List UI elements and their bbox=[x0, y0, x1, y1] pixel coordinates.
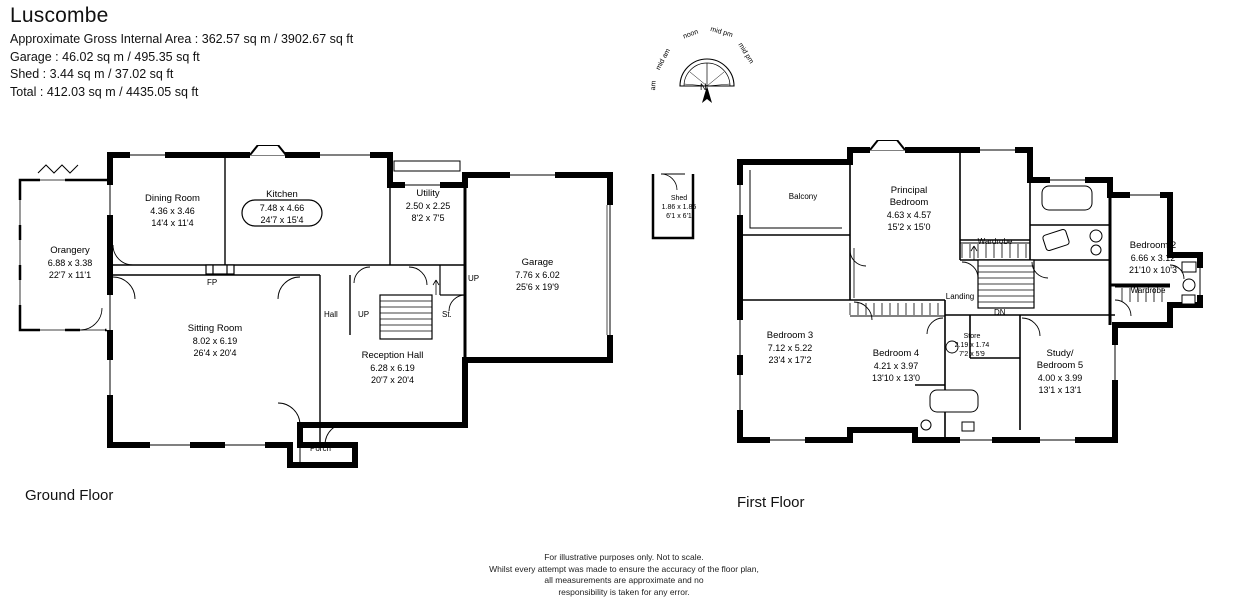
ground-floor-plan bbox=[10, 145, 630, 485]
room-imperial-garage: 25'6 x 19'9 bbox=[516, 282, 559, 292]
room-name-principal: Principal bbox=[890, 185, 928, 196]
tag-wardrobe-1: Wardrobe bbox=[977, 237, 1013, 246]
compass-label-0: mid am bbox=[654, 47, 672, 72]
room-label-kitchen-dims bbox=[242, 202, 322, 226]
tag-up-1: UP bbox=[468, 274, 480, 283]
room-label-bedroom-2 bbox=[1108, 240, 1198, 276]
room-name-bedroom-5: Bedroom 5 bbox=[1036, 360, 1084, 371]
room-imperial-utility: 8'2 x 7'5 bbox=[411, 213, 445, 223]
compass-rose bbox=[650, 25, 760, 118]
tag-up-2: UP bbox=[358, 310, 370, 319]
room-label-balcony bbox=[763, 192, 843, 202]
compass-label-2: mid pm bbox=[709, 25, 734, 40]
room-metric-bedroom-2: 6.66 x 3.12 bbox=[1130, 253, 1176, 263]
room-label-study-bedroom-5 bbox=[1008, 348, 1112, 396]
compass-label-1: noon bbox=[682, 28, 700, 41]
room-label-garage bbox=[480, 257, 595, 293]
room-name-garage: Garage bbox=[521, 257, 554, 268]
tag-landing: Landing bbox=[945, 292, 975, 301]
room-label-shed bbox=[649, 194, 709, 221]
room-metric-sitting-room: 8.02 x 6.19 bbox=[192, 336, 238, 346]
room-name-dining-room: Dining Room bbox=[145, 193, 200, 204]
tag-hall: Hall bbox=[324, 310, 338, 319]
room-name-bedroom-2: Bedroom 2 bbox=[1129, 240, 1177, 251]
room-imperial-shed: 6'1 x 6'1 bbox=[666, 213, 692, 220]
room-name-sitting-room: Sitting Room bbox=[187, 323, 243, 334]
tag-porch: Porch bbox=[310, 444, 331, 453]
tag-store: St. bbox=[442, 310, 452, 319]
tag-wardrobe-2: Wardrobe bbox=[1130, 286, 1166, 295]
room-label-sitting-room bbox=[150, 323, 280, 359]
shed-plan bbox=[645, 168, 715, 248]
room-label-kitchen bbox=[232, 189, 332, 201]
room-imperial-principal: 15'2 x 15'0 bbox=[887, 222, 931, 232]
room-label-dining-room bbox=[115, 193, 230, 229]
disclaimer bbox=[0, 552, 1248, 598]
disclaimer-line-3: all measurements are approximate and no bbox=[544, 575, 704, 585]
area-line-total: Total : 412.03 sq m / 4435.05 sq ft bbox=[10, 84, 199, 99]
room-name-bedroom-3: Bedroom 3 bbox=[766, 330, 814, 341]
room-name-reception-hall: Reception Hall bbox=[361, 350, 424, 361]
compass-label-3: mid pm bbox=[736, 41, 755, 66]
room-label-principal-bedroom bbox=[860, 185, 958, 233]
room-imperial-orangery: 22'7 x 11'1 bbox=[48, 270, 92, 280]
room-name-balcony: Balcony bbox=[788, 192, 818, 201]
disclaimer-line-2: Whilst every attempt was made to ensure the accuracy of the floor plan, bbox=[489, 563, 759, 574]
room-imperial-study: 13'1 x 13'1 bbox=[1038, 385, 1082, 395]
compass-north-letter: N bbox=[700, 82, 707, 92]
room-metric-bedroom-3: 7.12 x 5.22 bbox=[767, 343, 813, 353]
first-floor-caption: First Floor bbox=[737, 494, 805, 511]
room-name-kitchen: Kitchen bbox=[266, 189, 298, 200]
room-label-store bbox=[942, 332, 1002, 359]
room-metric-principal: 4.63 x 4.57 bbox=[886, 210, 932, 220]
room-name-utility: Utility bbox=[416, 188, 440, 199]
room-imperial-store: 7'2 x 5'9 bbox=[959, 351, 985, 358]
room-metric-garage: 7.76 x 6.02 bbox=[515, 270, 560, 280]
room-imperial-bedroom-3: 23'4 x 17'2 bbox=[768, 355, 812, 365]
ground-floor-caption: Ground Floor bbox=[25, 487, 114, 504]
area-summary bbox=[10, 31, 353, 101]
room-label-bedroom-4 bbox=[848, 348, 944, 384]
disclaimer-line-1: For illustrative purposes only. Not to scale. bbox=[544, 552, 704, 562]
room-imperial-bedroom-2: 21'10 x 10'3 bbox=[1129, 265, 1177, 275]
room-imperial-sitting-room: 26'4 x 20'4 bbox=[193, 348, 237, 358]
compass-label-4: am bbox=[650, 80, 658, 91]
first-floor-plan bbox=[730, 140, 1240, 480]
room-label-utility bbox=[392, 188, 464, 224]
room-label-orangery bbox=[20, 245, 120, 281]
room-metric-reception-hall: 6.28 x 6.19 bbox=[370, 363, 415, 373]
room-imperial-kitchen: 24'7 x 15'4 bbox=[260, 215, 304, 225]
room-metric-orangery: 6.88 x 3.38 bbox=[47, 258, 93, 268]
room-metric-store: 2.19 x 1.74 bbox=[954, 342, 990, 349]
room-metric-dining-room: 4.36 x 3.46 bbox=[150, 206, 195, 216]
room-imperial-dining-room: 14'4 x 11'4 bbox=[151, 218, 194, 228]
room-name-principal-2: Bedroom bbox=[889, 197, 929, 208]
room-imperial-bedroom-4: 13'10 x 13'0 bbox=[872, 373, 920, 383]
tag-dn: DN bbox=[994, 308, 1006, 317]
area-line-gross: Approximate Gross Internal Area : 362.57 sq m / 3902.67 sq ft bbox=[10, 32, 354, 46]
tag-fireplace: FP bbox=[207, 278, 218, 287]
room-label-bedroom-3 bbox=[738, 330, 842, 366]
room-metric-shed: 1.86 x 1.85 bbox=[661, 204, 697, 211]
room-metric-utility: 2.50 x 2.25 bbox=[405, 201, 451, 211]
room-name-bedroom-4: Bedroom 4 bbox=[872, 348, 920, 359]
room-name-shed: Shed bbox=[670, 195, 688, 202]
page-title: Luscombe bbox=[10, 4, 109, 27]
compass-icon bbox=[650, 25, 760, 118]
room-metric-study: 4.00 x 3.99 bbox=[1037, 373, 1083, 383]
first-floor-drawing bbox=[730, 140, 1240, 480]
area-line-shed: Shed : 3.44 sq m / 37.02 sq ft bbox=[10, 67, 174, 81]
room-imperial-reception-hall: 20'7 x 20'4 bbox=[371, 375, 414, 385]
room-name-orangery: Orangery bbox=[50, 245, 90, 256]
room-metric-bedroom-4: 4.21 x 3.97 bbox=[873, 361, 919, 371]
room-metric-kitchen: 7.48 x 4.66 bbox=[259, 203, 305, 213]
area-line-garage: Garage : 46.02 sq m / 495.35 sq ft bbox=[10, 49, 200, 64]
room-label-reception-hall bbox=[325, 350, 460, 386]
room-name-study: Study/ bbox=[1046, 348, 1074, 359]
room-name-store: Store bbox=[963, 333, 981, 340]
disclaimer-line-4: responsibility is taken for any error. bbox=[558, 586, 690, 597]
